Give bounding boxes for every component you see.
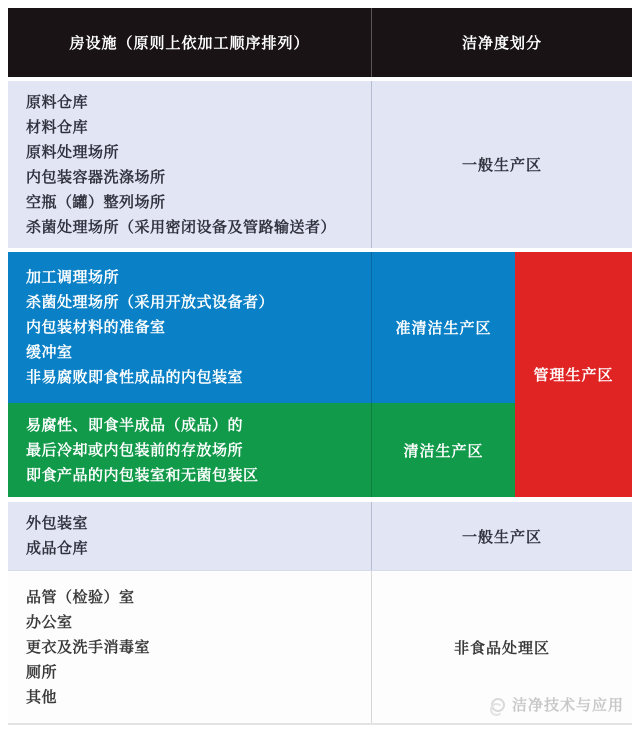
facility-line: 缓冲室 <box>26 343 73 361</box>
clean-facilities-cell <box>8 403 372 497</box>
zone-label-quasi-clean: 准清洁生产区 <box>395 319 492 337</box>
watermark <box>491 694 624 715</box>
general-row-2 <box>8 502 632 570</box>
facility-line: 空瓶（罐）整列场所 <box>26 192 166 211</box>
facility-line: 办公室 <box>26 612 73 631</box>
facility-line: 品管（检验）室 <box>26 587 135 606</box>
general-row-1 <box>8 81 632 248</box>
facility-list-general-1 <box>8 81 372 248</box>
facility-line: 杀菌处理场所（采用开放式设备者） <box>26 293 275 311</box>
facility-line: 加工调理场所 <box>26 268 120 286</box>
zones-facilities-column <box>8 252 372 497</box>
zone-cell-general-2 <box>372 502 632 570</box>
facility-line: 外包装室 <box>26 514 89 532</box>
header-facilities-cell <box>8 8 372 77</box>
zone-cell-general-1 <box>372 81 632 248</box>
zone-cell-quasi-clean <box>372 252 515 403</box>
zone-label-general-2: 一般生产区 <box>461 527 542 546</box>
quasi-clean-facilities-cell <box>8 252 372 403</box>
facility-line: 最后冷却或内包装前的存放场所 <box>26 440 244 459</box>
facility-line: 厕所 <box>26 662 58 681</box>
facility-line: 成品仓库 <box>26 539 89 557</box>
zones-label-column <box>372 252 515 497</box>
facility-list-clean <box>8 403 371 497</box>
facility-line: 原料仓库 <box>26 92 89 111</box>
zone-cell-clean <box>372 403 515 497</box>
header-cleanliness-label: 洁净度划分 <box>461 34 542 52</box>
facility-line: 其他 <box>26 687 58 706</box>
watermark-label: 洁净技术与应用 <box>511 696 624 714</box>
facility-list-non-food <box>8 571 372 723</box>
facility-line: 即食产品的内包装室和无菌包装区 <box>26 465 259 484</box>
table-header-row <box>8 8 632 77</box>
zone-label-non-food: 非食品处理区 <box>453 638 550 657</box>
facility-line: 杀菌处理场所（采用密闭设备及管路输送者） <box>26 217 337 236</box>
facility-line: 材料仓库 <box>26 117 89 136</box>
zone-label-general-1: 一般生产区 <box>461 156 542 174</box>
watermark-logo-icon <box>491 698 505 712</box>
header-cleanliness-cell <box>372 8 632 77</box>
zone-label-managed: 管理生产区 <box>533 366 614 384</box>
zone-cell-managed <box>515 252 632 497</box>
facility-line: 原料处理场所 <box>26 142 120 161</box>
non-food-row <box>8 570 632 723</box>
header-facilities-label: 房设施（原则上依加工顺序排列） <box>69 34 310 52</box>
facility-line: 内包装材料的准备室 <box>26 318 166 336</box>
facility-list-quasi-clean <box>8 252 371 403</box>
facility-line: 更衣及洗手消毒室 <box>26 637 151 656</box>
production-zones-block <box>8 252 632 497</box>
facility-line: 易腐性、即食半成品（成品）的 <box>26 415 244 434</box>
zone-label-clean: 清洁生产区 <box>403 441 484 460</box>
cleanliness-table <box>8 8 632 725</box>
facility-list-general-2 <box>8 502 372 570</box>
facility-line: 内包装容器洗涤场所 <box>26 167 166 186</box>
facility-line: 非易腐败即食性成品的内包装室 <box>26 368 244 386</box>
